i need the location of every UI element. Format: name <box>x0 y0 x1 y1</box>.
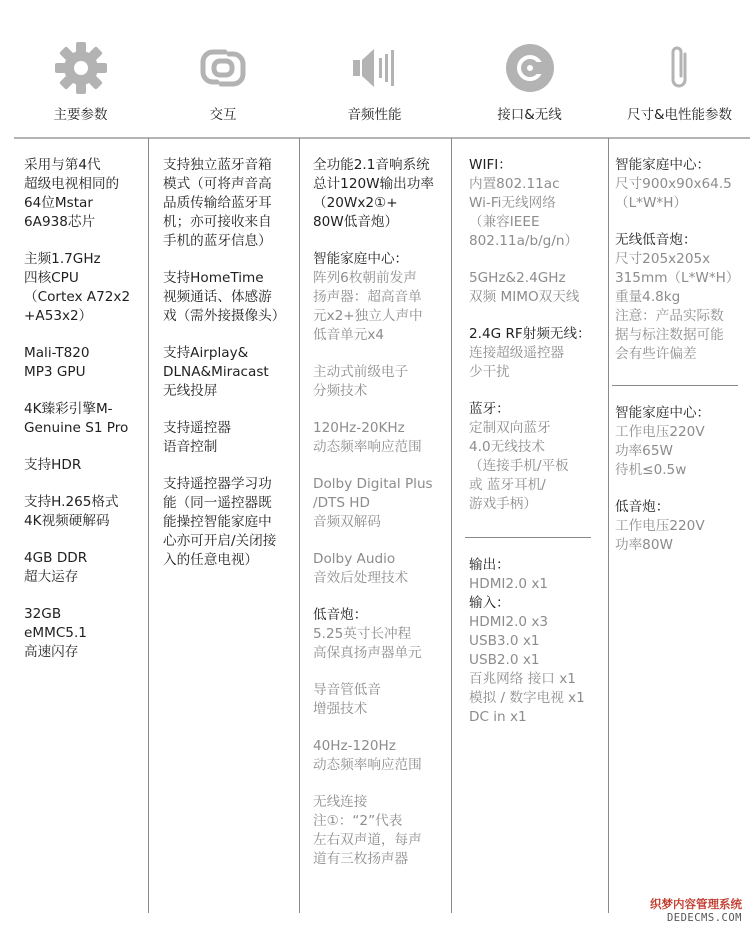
section-title: 输入： <box>469 595 510 611</box>
section-desc: 工作电压220V 功率80W <box>615 518 705 553</box>
header-label: 主要参数 <box>53 107 108 123</box>
section-title: 2.4G RF射频无线： <box>469 326 591 342</box>
spec-item: 支持Airplay& DLNA&Miracast 无线投屏 <box>163 345 269 399</box>
column-main-params <box>24 156 130 680</box>
column-ports <box>469 156 591 514</box>
header-label: 交互 <box>209 107 237 123</box>
spec-item: Mali-T820 MP3 GPU <box>24 345 90 380</box>
spec-item: 支持遥控器 语音控制 <box>163 420 231 455</box>
section-desc: 尺寸900x90x64.5 （L*W*H） <box>615 176 732 211</box>
header-size-power <box>609 0 750 138</box>
spec-item: 4GB DDR 超大运存 <box>24 550 88 585</box>
section-desc: 5.25英寸长冲程 高保真扬声器单元 <box>313 626 422 661</box>
spec-item: 无线连接 注①：“2”代表 左右双声道，每声 道有三枚扬声器 <box>313 794 422 867</box>
gear-icon <box>53 40 109 96</box>
column-separator <box>299 138 300 913</box>
section-title: 蓝牙： <box>469 401 510 417</box>
header-label: 接口&无线 <box>497 107 562 123</box>
spec-item: 40Hz-120Hz 动态频率响应范围 <box>313 738 422 773</box>
port-icon <box>502 40 558 96</box>
section-title: 输出： <box>469 557 510 573</box>
column-size-power <box>615 156 739 364</box>
speaker-icon <box>347 40 403 96</box>
section-title: 无线低音炮： <box>615 232 697 248</box>
section-divider <box>465 537 591 538</box>
section-title: 智能家庭中心： <box>313 251 409 267</box>
column-size-power-2 <box>615 404 710 555</box>
header-ports <box>451 0 608 138</box>
section-title: 低音炮： <box>615 499 670 515</box>
paperclip-icon <box>652 40 708 96</box>
section-desc: 定制双向蓝牙 4.0无线技术 （连接手机/平板 或 蓝牙耳机/ 游戏手柄） <box>469 420 569 512</box>
audio-intro: 全功能2.1音响系统 总计120W输出功率 （20Wx2①+ 80W低音炮） <box>313 157 434 230</box>
spec-item: 120Hz-20KHz 动态频率响应范围 <box>313 420 422 455</box>
section-desc: HDMI2.0 x3 USB3.0 x1 USB2.0 x1 百兆网络 接口 x1 模拟 / 数字电视 x1 DC in x1 <box>469 614 585 725</box>
header-main-params <box>14 0 147 138</box>
section-desc: 连接超级遥控器 少干扰 <box>469 345 565 380</box>
column-separator <box>451 138 452 913</box>
spec-item: 4K臻彩引擎M- Genuine S1 Pro <box>24 401 129 436</box>
section-desc: 阵列6枚朝前发声 扬声器：超高音单 元x2+独立人声中 低音单元x4 <box>313 270 423 343</box>
section-title: 智能家庭中心： <box>615 157 711 173</box>
spec-item: 主频1.7GHz 四核CPU （Cortex A72x2 +A53x2） <box>24 251 131 324</box>
section-desc: 内置802.11ac Wi-Fi无线网络 （兼容IEEE 802.11a/b/g/n） <box>469 176 579 249</box>
spec-item: 支持H.265格式 4K视频硬解码 <box>24 494 119 529</box>
column-separator <box>608 138 609 913</box>
header-audio <box>299 0 450 138</box>
interaction-icon <box>195 40 251 96</box>
spec-item: 支持HomeTime 视频通话、体感游 戏（需外接摄像头） <box>163 270 286 324</box>
section-desc: HDMI2.0 x1 <box>469 576 549 592</box>
section-desc: 工作电压220V 功率65W 待机≤0.5w <box>615 424 705 478</box>
header-divider <box>14 137 750 139</box>
section-desc: 尺寸205x205x 315mm（L*W*H） 重量4.8kg 注意：产品实际数 据与标注数据可能 会有些许偏差 <box>615 251 740 362</box>
spec-item: Dolby Audio 音效后处理技术 <box>313 551 409 586</box>
watermark-url: DEDECMS.COM <box>666 912 742 924</box>
header-label: 音频性能 <box>347 107 402 123</box>
header-interaction <box>148 0 298 138</box>
column-separator <box>148 138 149 913</box>
section-desc: 5GHz&2.4GHz 双频 MIMO双天线 <box>469 270 580 305</box>
spec-item: 支持遥控器学习功 能（同一遥控器既 能操控智能家庭中 心亦可开启/关闭接 入的任意电视） <box>163 476 277 568</box>
header-label: 尺寸&电性能参数 <box>626 107 733 123</box>
spec-item: 采用与第4代 超级电视相同的 64位Mstar 6A938芯片 <box>24 157 120 230</box>
spec-item: 主动式前级电子 分频技术 <box>313 364 409 399</box>
section-divider <box>612 385 738 386</box>
section-title: 智能家庭中心： <box>615 405 711 421</box>
column-header-bar <box>0 0 750 138</box>
spec-item: 32GB eMMC5.1 高速闪存 <box>24 606 87 660</box>
spec-item: 支持独立蓝牙音箱 模式（可将声音高 品质传输给蓝牙耳 机；亦可接收来自 手机的蓝牙信息） <box>163 157 272 249</box>
column-ports-io <box>469 556 585 727</box>
column-audio <box>313 156 434 887</box>
watermark-text: 织梦内容管理系统 <box>650 897 742 911</box>
section-title: WIFI： <box>469 157 512 173</box>
column-interaction <box>163 156 285 588</box>
spec-item: Dolby Digital Plus /DTS HD 音频双解码 <box>313 476 433 530</box>
section-title: 低音炮： <box>313 607 368 623</box>
spec-item: 支持HDR <box>24 457 82 473</box>
spec-item: 导音管低音 增强技术 <box>313 682 381 717</box>
